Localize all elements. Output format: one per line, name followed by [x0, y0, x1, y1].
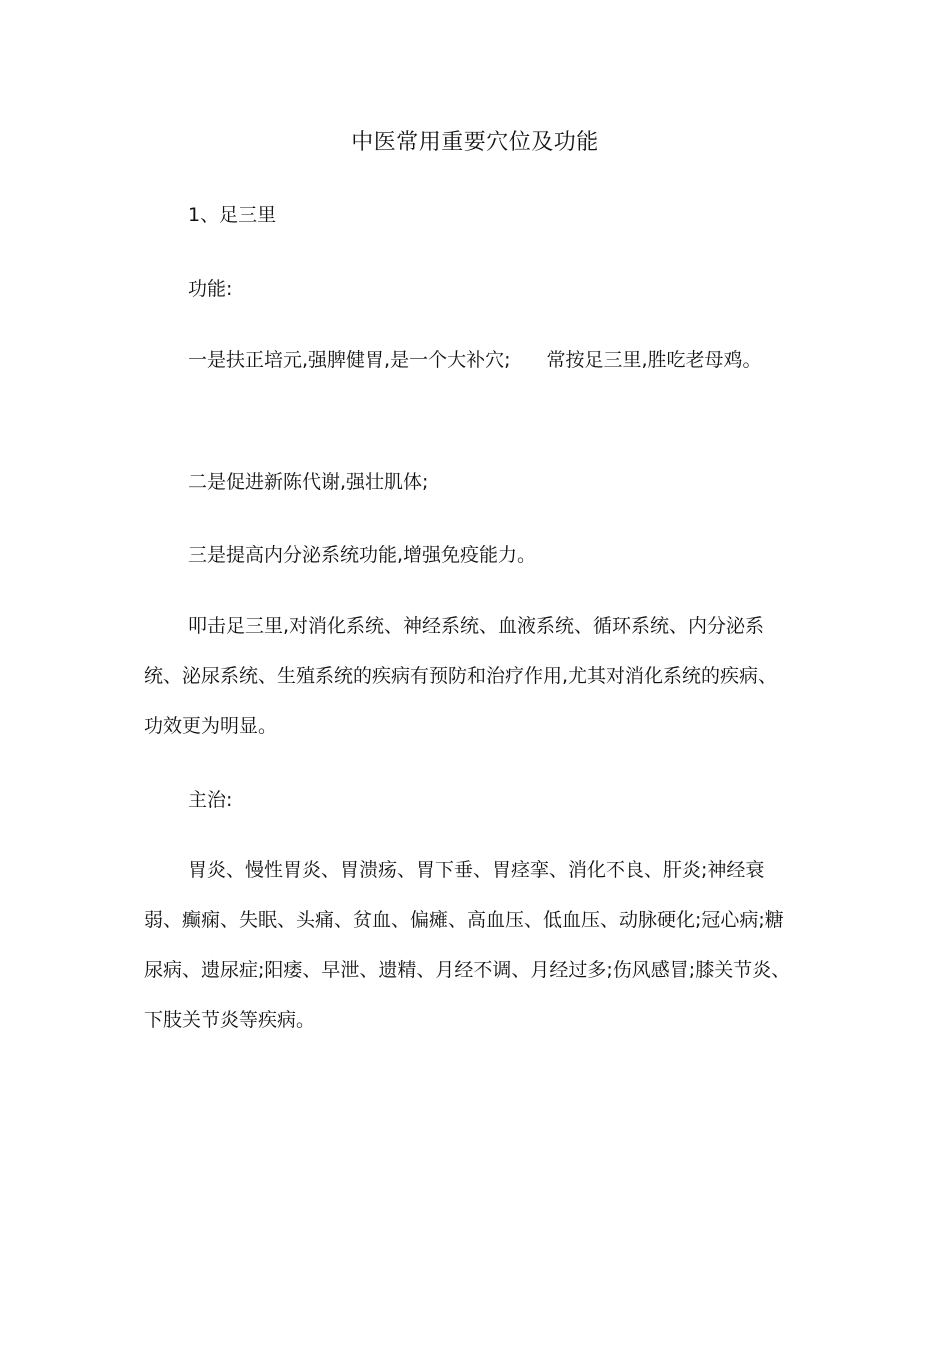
indications-paragraph: 胃炎、慢性胃炎、胃溃疡、胃下垂、胃痉挛、消化不良、肝炎;神经衰弱、癫痫、失眠、头痛、贫血、偏瘫、高血压、低血压、动脉硬化;冠心病;糖尿病、遗尿症;阳痿、早泄、遗精、月经不调、月经过多;伤风感冒;膝关节炎、下肢关节炎等疾病。 — [144, 859, 791, 1031]
tapping-paragraph: 叩击足三里,对消化系统、神经系统、血液系统、循环系统、内分泌系统、泌尿系统、生殖系统的疾病有预防和治疗作用,尤其对消化系统的疾病、功效更为明显。 — [144, 615, 778, 737]
page-title: 中医常用重要穴位及功能 — [351, 130, 599, 155]
function-item-2: 二是促进新陈代谢,强壮肌体; — [188, 471, 429, 493]
function-item-3: 三是提高内分泌系统功能,增强免疫能力。 — [188, 544, 537, 566]
function-label: 功能: — [188, 278, 233, 300]
indication-label: 主治: — [188, 789, 233, 811]
section-heading: 1、足三里 — [188, 204, 277, 226]
function-item-1-part-a: 一是扶正培元,强脾健胃,是一个大补穴; — [188, 349, 511, 371]
function-item-1 — [144, 335, 794, 385]
function-item-1-part-b: 常按足三里,胜吃老母鸡。 — [546, 349, 762, 371]
